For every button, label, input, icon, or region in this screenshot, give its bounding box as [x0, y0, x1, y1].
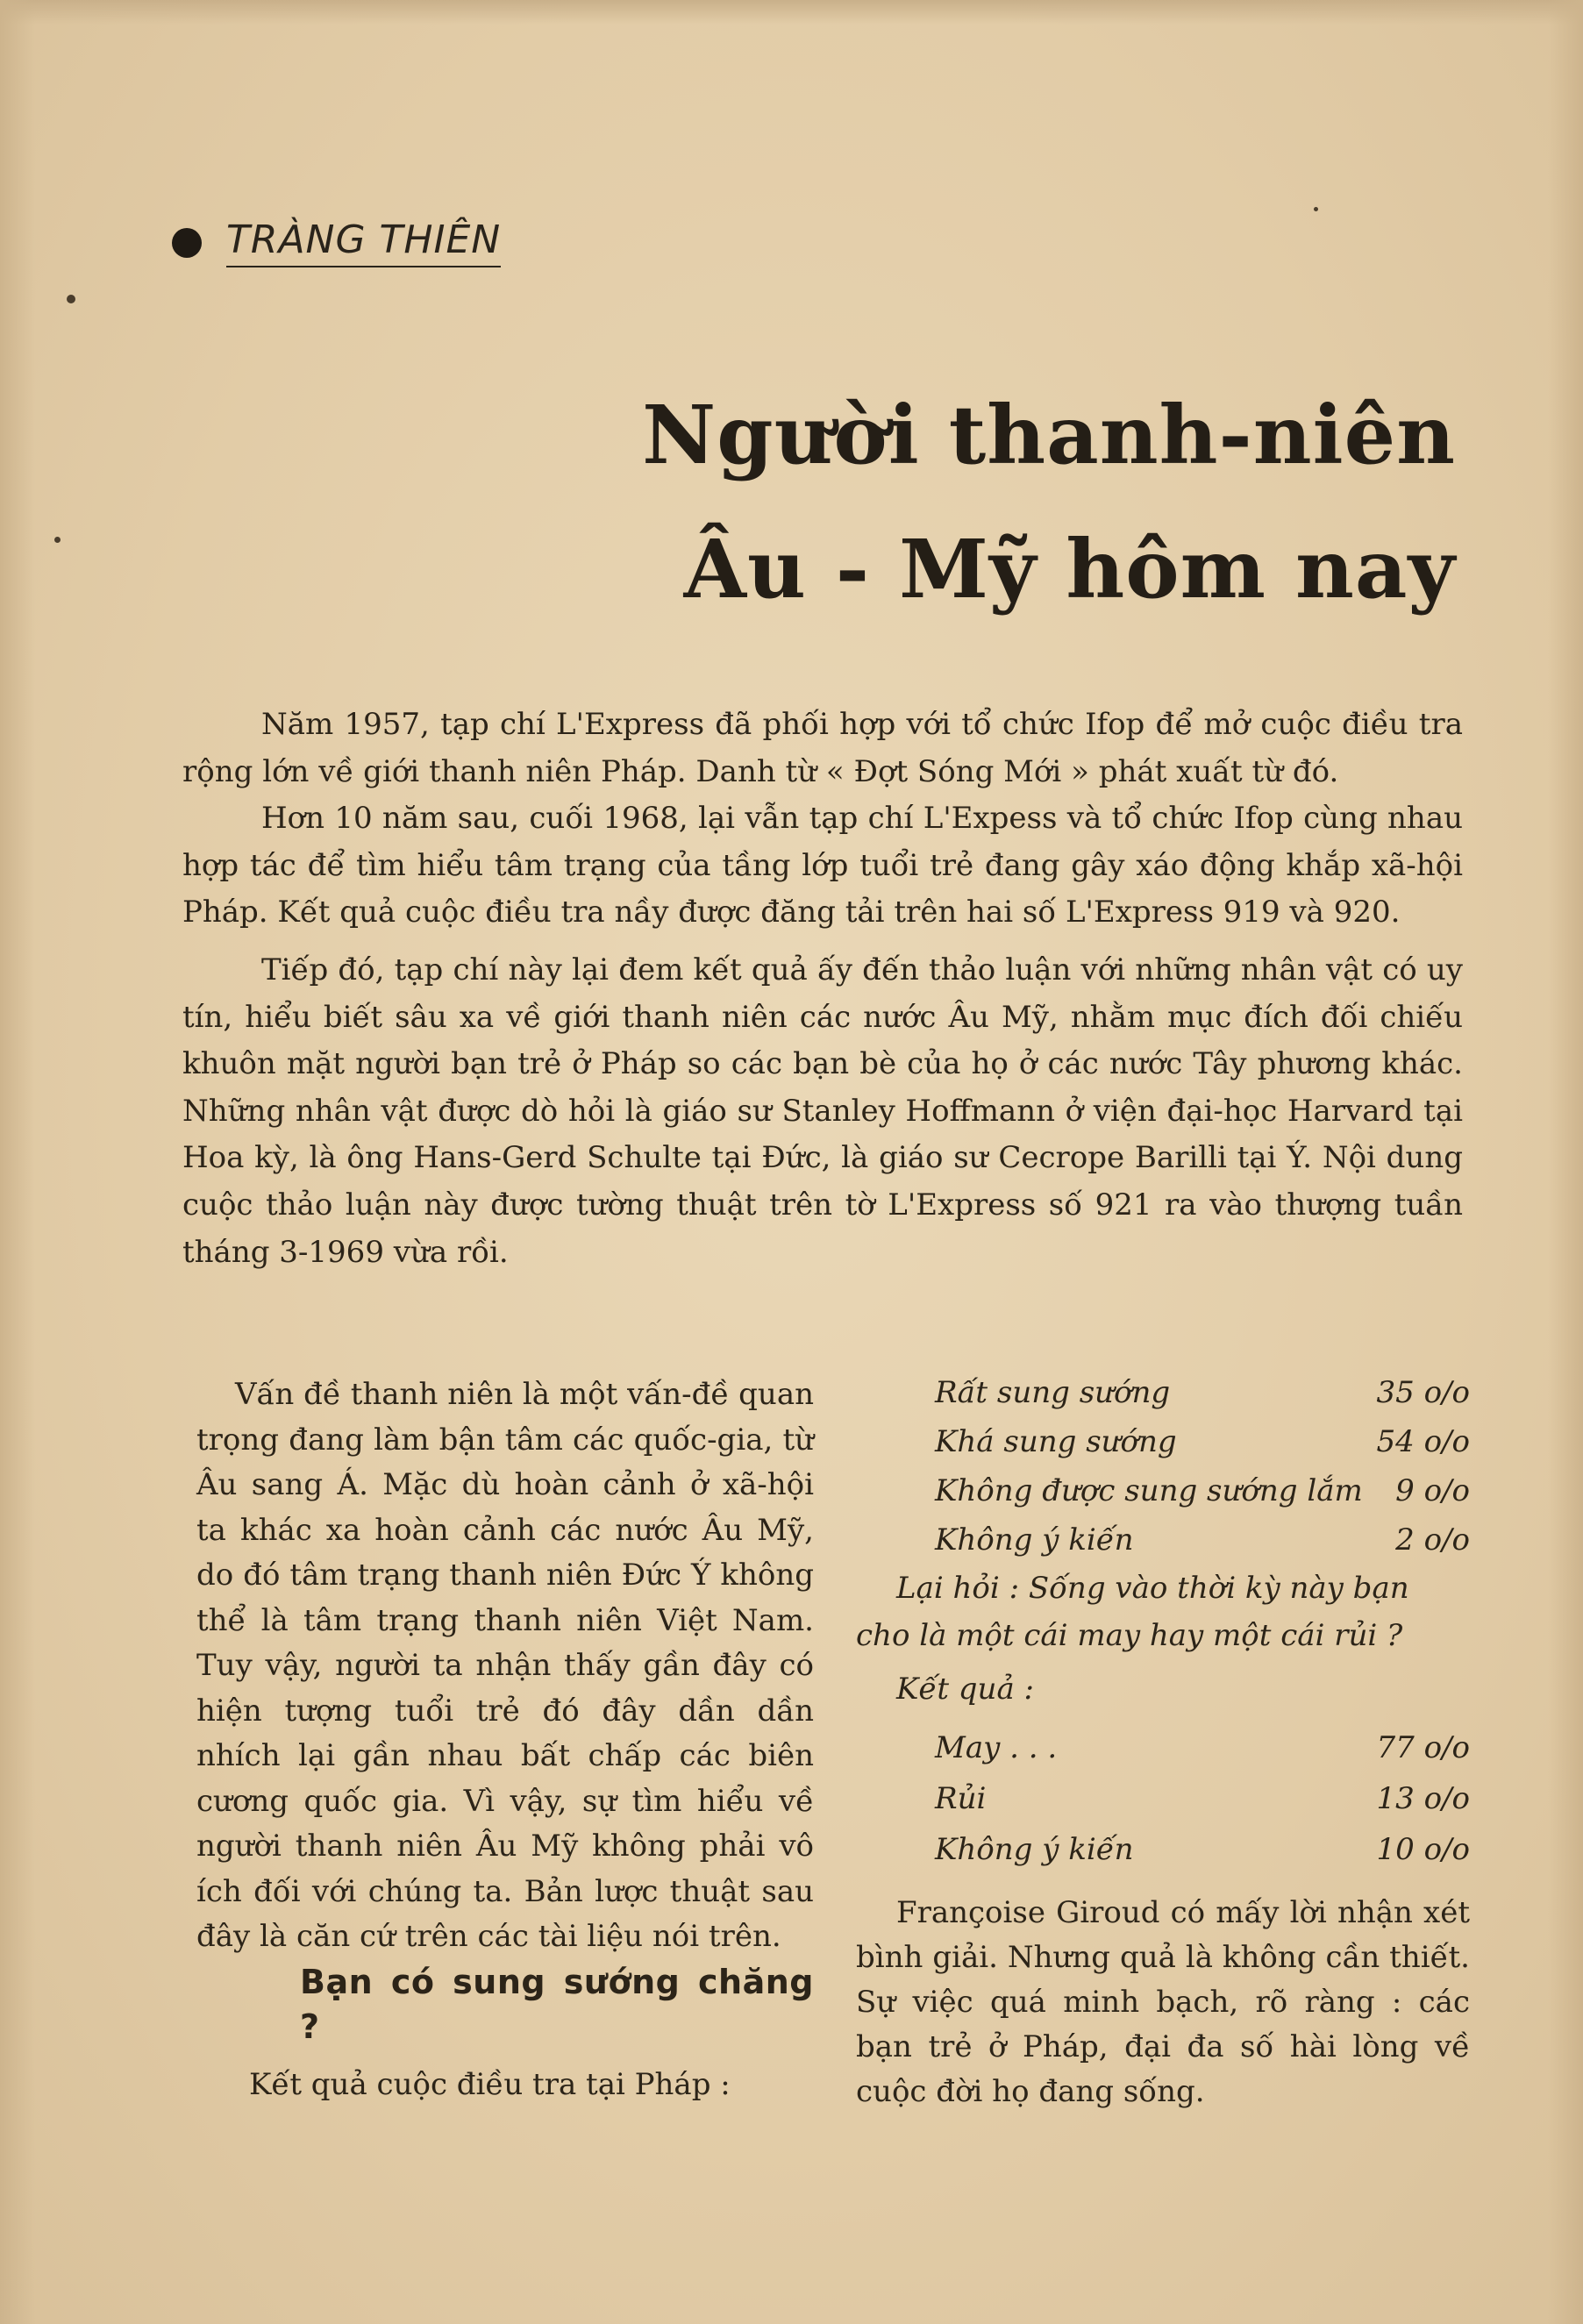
section-heading: Bạn có sung sướng chăng ?	[300, 1962, 814, 2046]
survey-row	[856, 1515, 1470, 1565]
author-name: TRÀNG THIÊN	[226, 217, 501, 267]
survey-row	[856, 1773, 1470, 1824]
survey-label: May . . .	[935, 1730, 1058, 1765]
commentary-paragraph: Françoise Giroud có mấy lời nhận xét bình giải. Nhưng quả là không cần thiết. Sự việc quá minh bạch, rõ ràng : các bạn trẻ ở Pháp, đại đa số hài lòng về cuộc đời họ đang sống.	[856, 1895, 1470, 2109]
survey-row	[856, 1417, 1470, 1466]
survey-question: Lại hỏi : Sống vào thời kỳ này bạn cho là một cái may hay một cái rủi ?	[856, 1571, 1409, 1653]
survey-row	[856, 1368, 1470, 1417]
survey-value: 77 o/o	[1376, 1730, 1470, 1765]
byline	[172, 217, 501, 267]
survey-label: Không được sung sướng lắm	[935, 1473, 1363, 1508]
paper-speck	[67, 295, 75, 303]
survey-value: 54 o/o	[1376, 1424, 1470, 1459]
survey-row	[856, 1466, 1470, 1515]
survey-value: 10 o/o	[1376, 1832, 1470, 1867]
paper-top-edge	[0, 0, 1583, 25]
survey-label: Không ý kiến	[935, 1522, 1134, 1558]
survey-intro: Kết quả cuộc điều tra tại Pháp :	[249, 2066, 731, 2102]
survey-label: Không ý kiến	[935, 1832, 1134, 1867]
survey-label: Khá sung sướng	[935, 1424, 1177, 1459]
survey-results-luck	[856, 1722, 1470, 1875]
intro-paragraph: Hơn 10 năm sau, cuối 1968, lại vẫn tạp chí L'Expess và tổ chức Ifop cùng nhau hợp tác để tìm hiểu tâm trạng của tầng lớp tuổi trẻ đang gây xáo động khắp xã-hội Pháp. Kết quả cuộc điều tra nầy được đăng tải trên hai số L'Express 919 và 920.	[182, 801, 1463, 930]
left-column	[196, 1372, 814, 2107]
intro-section	[182, 702, 1463, 1276]
paper-left-edge	[0, 0, 35, 2324]
right-column	[856, 1368, 1470, 2114]
survey-value: 35 o/o	[1376, 1375, 1470, 1410]
survey-value: 9 o/o	[1395, 1473, 1470, 1508]
bullet-dot-icon	[172, 228, 202, 258]
paper-speck	[1314, 207, 1318, 211]
intro-paragraph: Tiếp đó, tạp chí này lại đem kết quả ấy đến thảo luận với những nhân vật có uy tín, hiểu biết sâu xa về giới thanh niên các nước Âu Mỹ, nhằm mục đích đối chiếu khuôn mặt người bạn trẻ ở Pháp so các bạn bè của họ ở các nước Tây phương khác. Những nhân vật được dò hỏi là giáo sư Stanley Hoffmann ở viện đại-học Harvard tại Hoa kỳ, là ông Hans-Gerd Schulte tại Đức, là giáo sư Cecrope Barilli tại Ý. Nội dung cuộc thảo luận này được tường thuật trên tờ L'Express số 921 ra vào thượng tuần tháng 3-1969 vừa rồi.	[182, 952, 1463, 1270]
survey-label: Rất sung sướng	[935, 1375, 1171, 1410]
body-paragraph: Vấn đề thanh niên là một vấn-đề quan trọng đang làm bận tâm các quốc-gia, từ Âu sang Á. Mặc dù hoàn cảnh ở xã-hội ta khác xa hoàn cảnh các nước Âu Mỹ, do đó tâm trạng thanh niên Đức Ý không thể là tâm trạng thanh niên Việt Nam. Tuy vậy, người ta nhận thấy gần đây có hiện tượng tuổi trẻ đó đây dần dần nhích lại gần nhau bất chấp các biên cương quốc gia. Vì vậy, sự tìm hiểu về người thanh niên Âu Mỹ không phải vô ích đối với chúng ta. Bản lược thuật sau đây là căn cứ trên các tài liệu nói trên.	[196, 1377, 814, 1954]
result-label: Kết quả :	[896, 1672, 1034, 1707]
survey-results-happiness	[856, 1368, 1470, 1565]
article-title-line-1: Người thanh-niên	[642, 388, 1456, 482]
survey-value: 2 o/o	[1395, 1522, 1470, 1558]
paper-speck	[54, 537, 61, 543]
survey-row	[856, 1722, 1470, 1773]
survey-label: Rủi	[935, 1781, 987, 1816]
article-title-line-2: Âu - Mỹ hôm nay	[683, 522, 1456, 617]
survey-value: 13 o/o	[1376, 1781, 1470, 1816]
paper-right-edge	[1548, 0, 1583, 2324]
survey-row	[856, 1824, 1470, 1875]
intro-paragraph: Năm 1957, tạp chí L'Express đã phối hợp với tổ chức Ifop để mở cuộc điều tra rộng lớn về giới thanh niên Pháp. Danh từ « Đợt Sóng Mới » phát xuất từ đó.	[182, 707, 1463, 789]
